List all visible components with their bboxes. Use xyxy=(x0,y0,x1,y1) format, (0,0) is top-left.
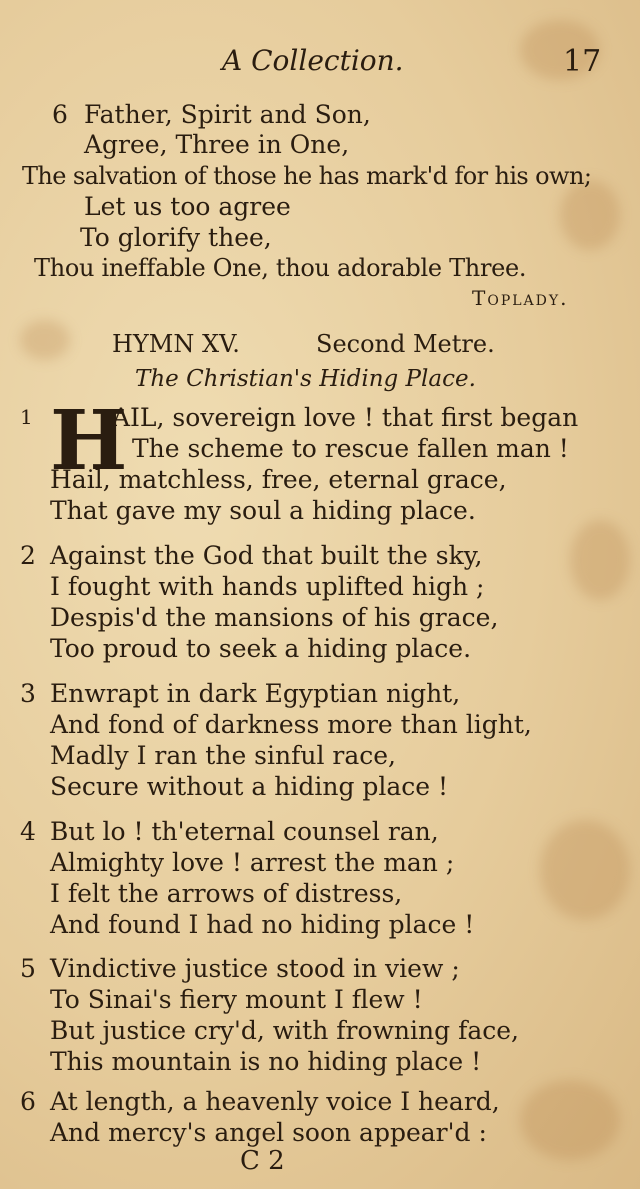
verse-line: And fond of darkness more than light, xyxy=(50,710,532,739)
verse-line: AIL, sovereign love ! that first began xyxy=(112,403,579,432)
verse-line: Almighty love ! arrest the man ; xyxy=(50,848,455,877)
verse-number: 5 xyxy=(20,954,36,983)
verse-line: At length, a heavenly voice I heard, xyxy=(50,1087,500,1116)
verse-line: I felt the arrows of distress, xyxy=(50,879,403,908)
verse-line: Secure without a hiding place ! xyxy=(50,772,449,801)
verse-line: The scheme to rescue fallen man ! xyxy=(132,434,569,463)
author-name: Toplady. xyxy=(472,286,569,310)
verse-number: 2 xyxy=(20,541,36,570)
signature-mark: C 2 xyxy=(240,1146,285,1176)
verse-line: Vindictive justice stood in view ; xyxy=(50,954,460,983)
hymn-title: HYMN XV. xyxy=(112,330,240,358)
verse-line: Hail, matchless, free, eternal grace, xyxy=(50,465,507,494)
verse-line: Let us too agree xyxy=(84,192,291,221)
verse-line: Agree, Three in One, xyxy=(84,130,350,159)
verse-line: Madly I ran the sinful race, xyxy=(50,741,397,770)
verse-line: And mercy's angel soon appear'd : xyxy=(50,1118,487,1147)
verse-line: But lo ! th'eternal counsel ran, xyxy=(50,817,439,846)
verse-number: 4 xyxy=(20,817,36,846)
paper-stain xyxy=(20,320,70,360)
verse-number: 6 xyxy=(52,100,68,129)
verse-line: That gave my soul a hiding place. xyxy=(50,496,476,525)
verse-line: I fought with hands uplifted high ; xyxy=(50,572,485,601)
hymn-metre: Second Metre. xyxy=(316,330,495,358)
paper-stain xyxy=(570,520,630,600)
verse-line: Against the God that built the sky, xyxy=(50,541,483,570)
verse-line: Too proud to seek a hiding place. xyxy=(50,634,472,663)
running-title: A Collection. xyxy=(222,44,404,77)
verse-number: 3 xyxy=(20,679,36,708)
verse-line: The salvation of those he has mark'd for his own; xyxy=(22,162,592,190)
hymn-subtitle: The Christian's Hiding Place. xyxy=(135,366,476,392)
verse-line: But justice cry'd, with frowning face, xyxy=(50,1016,519,1045)
page-number: 17 xyxy=(563,44,602,79)
drop-cap: H xyxy=(50,393,128,489)
verse-line: Despis'd the mansions of his grace, xyxy=(50,603,499,632)
verse-line: Enwrapt in dark Egyptian night, xyxy=(50,679,461,708)
verse-number: 6 xyxy=(20,1087,36,1116)
verse-line: To glorify thee, xyxy=(80,223,272,252)
verse-line: Thou ineffable One, thou adorable Three. xyxy=(34,254,527,282)
paper-stain xyxy=(520,1080,620,1160)
verse-line: Father, Spirit and Son, xyxy=(84,100,371,129)
verse-line: And found I had no hiding place ! xyxy=(50,910,475,939)
paper-stain xyxy=(540,820,630,920)
verse-number: 1 xyxy=(20,405,33,429)
verse-line: This mountain is no hiding place ! xyxy=(50,1047,482,1076)
verse-line: To Sinai's fiery mount I flew ! xyxy=(50,985,423,1014)
